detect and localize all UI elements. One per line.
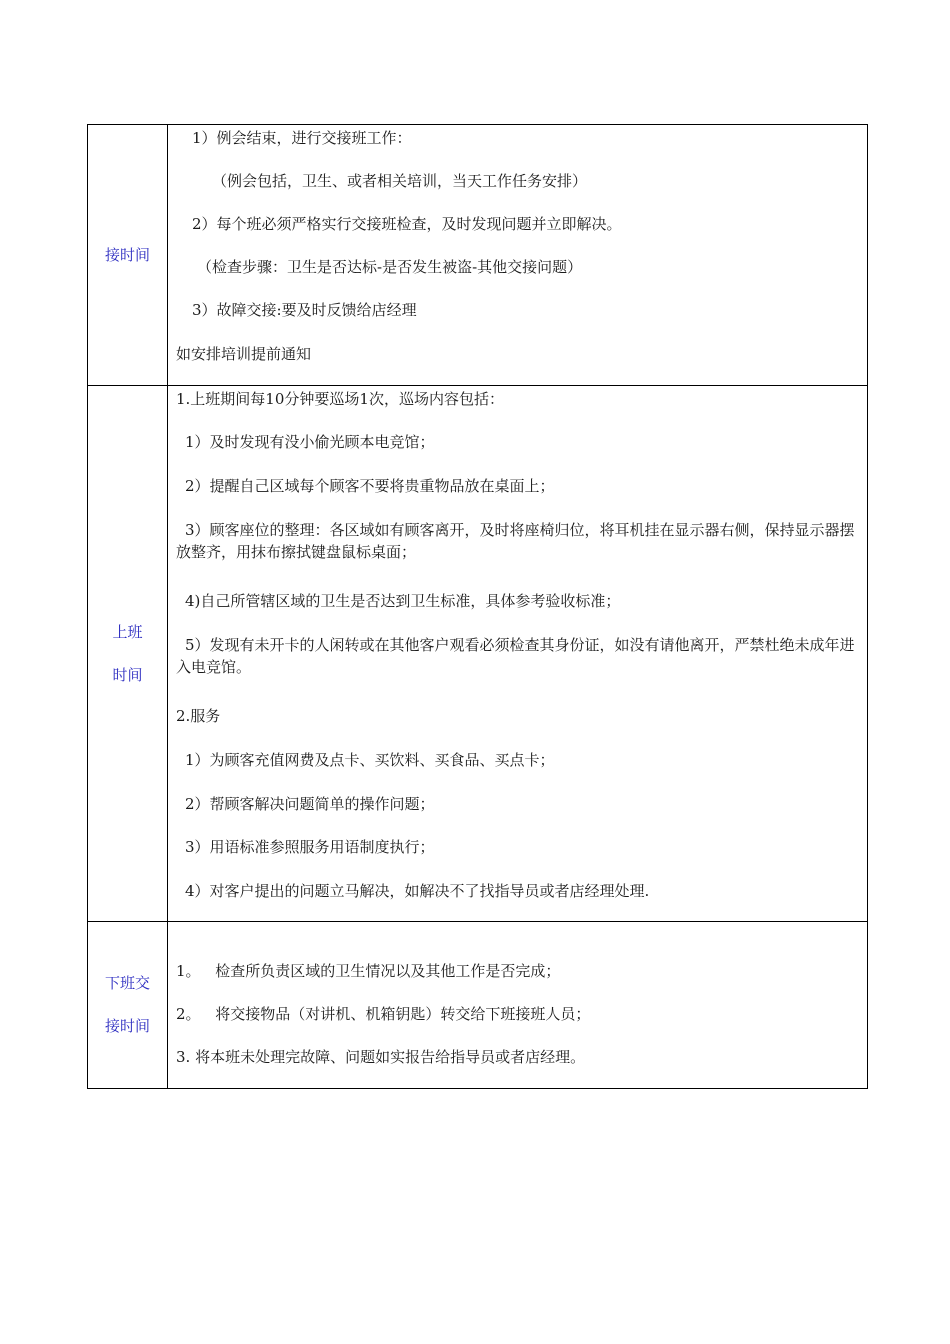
paragraph: 3）故障交接:要及时反馈给店经理 — [192, 301, 417, 319]
paragraph: 1）及时发现有没小偷光顾本电竞馆； — [185, 433, 435, 451]
paragraph: 1。 检查所负责区域的卫生情况以及其他工作是否完成； — [176, 962, 561, 980]
paragraph: 3）用语标准参照服务用语制度执行； — [185, 838, 435, 856]
row-label-line: 接时间 — [104, 245, 150, 264]
paragraph: 2.服务 — [176, 707, 221, 725]
paragraph: 2。 将交接物品（对讲机、机箱钥匙）转交给下班接班人员； — [176, 1005, 591, 1023]
row-label-work-time — [88, 386, 168, 922]
schedule-table — [87, 124, 868, 1089]
table-row — [88, 922, 868, 1089]
paragraph: 5）发现有未开卡的人闲转或在其他客户观看必须检查其身份证，如没有请他离开，严禁杜绝未成年进入电竞馆。 — [176, 636, 855, 676]
row-label-line: 下班交 — [104, 974, 150, 992]
row-label-line: 时间 — [112, 665, 143, 684]
paragraph: 1）例会结束，进行交接班工作： — [192, 129, 412, 147]
table-row — [88, 386, 868, 922]
paragraph: 2）提醒自己区域每个顾客不要将贵重物品放在桌面上； — [185, 477, 555, 495]
paragraph: 1.上班期间每10分钟要巡场1次，巡场内容包括： — [176, 390, 504, 408]
paragraph: （例会包括，卫生、或者相关培训，当天工作任务安排） — [212, 172, 588, 190]
row-content-handover — [168, 125, 868, 386]
paragraph: 4)自己所管辖区域的卫生是否达到卫生标准，具体参考验收标准； — [185, 592, 621, 610]
paragraph: 4）对客户提出的问题立马解决，如解决不了找指导员或者店经理处理. — [185, 882, 650, 900]
row-label-line: 接时间 — [104, 1017, 150, 1035]
row-content-shift-end — [168, 922, 868, 1089]
paragraph: 2）帮顾客解决问题简单的操作问题； — [185, 795, 435, 813]
row-content-work — [168, 386, 868, 922]
row-label-shift-end-time — [88, 922, 168, 1089]
paragraph: （检查步骤：卫生是否达标-是否发生被盗-其他交接问题） — [197, 258, 583, 276]
paragraph: 如安排培训提前通知 — [176, 345, 312, 363]
row-label-line: 上班 — [112, 622, 143, 641]
paragraph: 1）为顾客充值网费及点卡、买饮料、买食品、买点卡； — [185, 751, 555, 769]
paragraph: 3. 将本班未处理完故障、问题如实报告给指导员或者店经理。 — [176, 1048, 586, 1066]
paragraph: 2）每个班必须严格实行交接班检查，及时发现问题并立即解决。 — [192, 215, 622, 233]
paragraph: 3）顾客座位的整理：各区域如有顾客离开，及时将座椅归位，将耳机挂在显示器右侧，保持显示器摆放整齐，用抹布擦拭键盘鼠标桌面； — [176, 521, 855, 561]
table-row — [88, 125, 868, 386]
row-label-handover-time — [88, 125, 168, 386]
